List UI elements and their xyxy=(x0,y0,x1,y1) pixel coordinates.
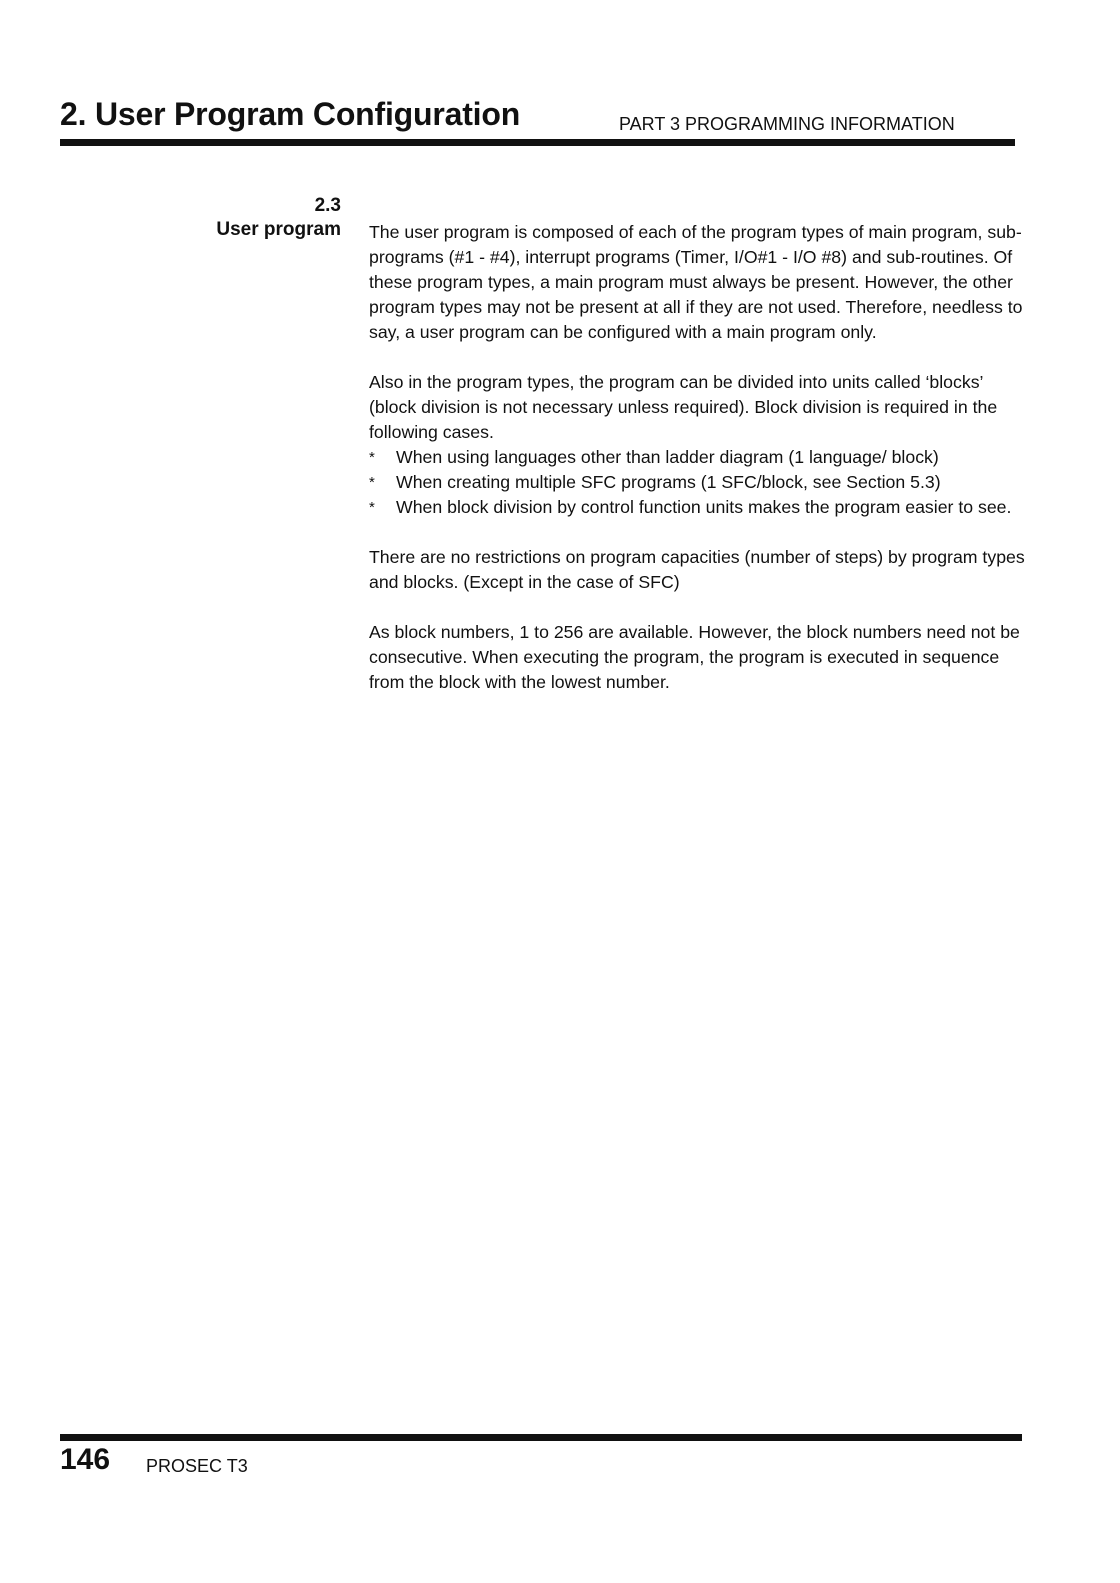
part-label: PART 3 PROGRAMMING INFORMATION xyxy=(619,114,955,134)
list-item-text: When using languages other than ladder diagram (1 language/ block) xyxy=(396,447,939,467)
list-item-text: When block division by control function units makes the program easier to see. xyxy=(396,497,1012,517)
section-body xyxy=(369,220,1029,695)
asterisk-bullet-icon: * xyxy=(369,499,375,516)
list-item xyxy=(369,445,1029,470)
section-number: 2.3 xyxy=(314,195,341,216)
page-number: 146 xyxy=(60,1443,111,1476)
chapter-title: 2. User Program Configuration xyxy=(60,96,521,132)
product-name: PROSEC T3 xyxy=(146,1456,248,1476)
header-rule xyxy=(60,139,1015,146)
block-division-cases-list xyxy=(369,445,1029,520)
paragraph-program-types: The user program is composed of each of the program types of main program, sub-programs (#1 - #4), interrupt programs (Timer, I/O#1 - I/O #8) and sub-routines. Of these program types, a main program must always be present. However, the other program types may not be present at all if they are not used. Therefore, needless to say, a user program can be configured with a main program only. xyxy=(369,222,1023,342)
list-item xyxy=(369,470,1029,495)
asterisk-bullet-icon: * xyxy=(369,449,375,466)
list-item xyxy=(369,495,1029,520)
paragraph-block-numbers: As block numbers, 1 to 256 are available. However, the block numbers need not be consecutive. When executing the program, the program is executed in sequence from the block with the lowest number. xyxy=(369,622,1020,692)
list-item-text: When creating multiple SFC programs (1 SFC/block, see Section 5.3) xyxy=(396,472,941,492)
paragraph-blocks: Also in the program types, the program can be divided into units called ‘blocks’ (block division is not necessary unless required). Block division is required in the following cases. xyxy=(369,372,998,442)
paragraph-capacities: There are no restrictions on program capacities (number of steps) by program types and blocks. (Except in the case of SFC) xyxy=(369,547,1025,592)
section-heading: User program xyxy=(216,219,341,240)
footer-rule xyxy=(60,1434,1022,1441)
asterisk-bullet-icon: * xyxy=(369,474,375,491)
